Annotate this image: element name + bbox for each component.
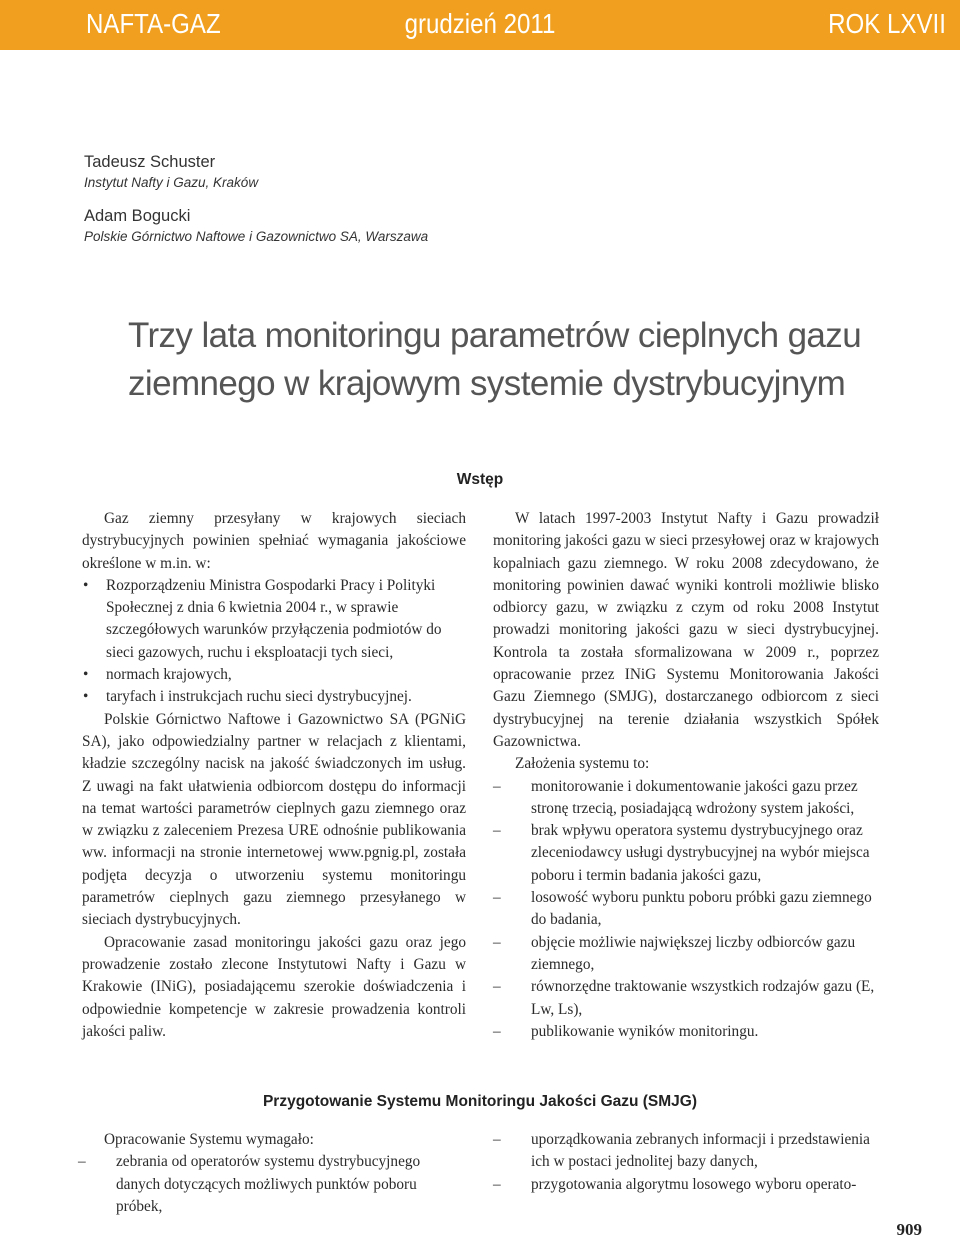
list-item bbox=[493, 932, 879, 977]
article-title: Trzy lata monitoringu parametrów cieplnych gazu ziemnego w krajowym systemie dystrybucyjnym bbox=[128, 316, 862, 403]
list-item-text: zebrania od operatorów systemu dystrybucyjnego danych dotyczących możliwych punktów poboru próbek, bbox=[116, 1153, 421, 1215]
smjg-left-column bbox=[78, 1129, 466, 1218]
list-intro: Założenia systemu to: bbox=[515, 755, 650, 773]
list-item bbox=[493, 1174, 879, 1196]
dash-marker: – bbox=[493, 777, 501, 795]
intro-right-column bbox=[493, 508, 879, 1043]
list-item bbox=[78, 1151, 466, 1218]
issue-date: grudzień 2011 bbox=[404, 8, 556, 39]
dash-marker: – bbox=[493, 978, 501, 996]
requirements-list bbox=[82, 575, 466, 709]
journal-volume: ROK LXVII bbox=[828, 8, 946, 39]
system-assumptions-list bbox=[493, 776, 879, 1044]
requirements-dash-list-continued bbox=[493, 1129, 879, 1196]
requirements-dash-list bbox=[78, 1151, 466, 1218]
list-item-text: monitorowanie i dokumentowanie jakości gazu przez stronę trzecią, posiadającą wdrożony system jakości, bbox=[531, 777, 858, 817]
bullet-marker: • bbox=[83, 666, 89, 684]
dash-marker: – bbox=[493, 1022, 501, 1040]
dash-marker: – bbox=[493, 933, 501, 951]
section-heading-smjg: Przygotowanie Systemu Monitoringu Jakości Gazu (SMJG) bbox=[262, 1093, 698, 1110]
list-item bbox=[82, 664, 466, 686]
list-item-text: losowość wyboru punktu poboru próbki gazu ziemnego do badania, bbox=[531, 889, 872, 929]
dash-marker: – bbox=[493, 889, 501, 907]
intro-paragraph: Gaz ziemny przesyłany w krajowych sieciach dystrybucyjnych powinien spełniać wymagania jakościowe określone w m.in. w: bbox=[82, 510, 466, 572]
list-item-text: publikowanie wyników monitoringu. bbox=[531, 1022, 759, 1040]
bullet-marker: • bbox=[83, 576, 89, 594]
list-item bbox=[493, 887, 879, 932]
list-item-text: uporządkowania zebranych informacji i przedstawienia ich w postaci jednolitej bazy danych, bbox=[531, 1131, 870, 1171]
author-name: Adam Bogucki bbox=[84, 207, 191, 225]
dash-marker: – bbox=[78, 1153, 86, 1171]
page-number: 909 bbox=[896, 1220, 922, 1239]
bullet-marker: • bbox=[83, 688, 89, 706]
journal-name: NAFTA-GAZ bbox=[86, 8, 221, 39]
list-item-text: równorzędne traktowanie wszystkich rodzajów gazu (E, Lw, Ls), bbox=[531, 978, 875, 1018]
body-paragraph: Polskie Górnictwo Naftowe i Gazownictwo SA (PGNiG SA), jako odpowiedzialny partner w relacjach z klientami, kładzie szczególny nacisk na jakość świadczonych im usług. Z uwagi na fakt ułatwienia odbiorcom dostępu do informacji na temat wartości parametrów cieplnych gazu ziemnego oraz w związku z zaleceniem Prezesa URE odnośnie publikowania ww. informacji na stronie internetowej www.pgnig.pl, została podjęta decyzja o utworzeniu systemu monitoringu parametrów cieplnych gazu ziemnego przesyłanego w sieciach dystrybucyjnych. bbox=[82, 710, 466, 929]
list-item bbox=[493, 820, 879, 887]
smjg-right-column bbox=[493, 1129, 879, 1196]
list-item-text: taryfach i instrukcjach ruchu sieci dystrybucyjnej. bbox=[106, 688, 412, 706]
list-item bbox=[493, 776, 879, 821]
list-intro: Opracowanie Systemu wymagało: bbox=[104, 1131, 314, 1148]
list-item-text: Rozporządzeniu Ministra Gospodarki Pracy i Polityki Społecznej z dnia 6 kwietnia 2004 r., w sprawie szczegółowych warunków przyłączenia podmiotów do sieci gazowych, ruchu i eksploatacji tych sieci, bbox=[106, 576, 442, 661]
list-item bbox=[82, 575, 466, 664]
journal-header-bar bbox=[0, 0, 960, 50]
author-block bbox=[84, 152, 428, 260]
dash-marker: – bbox=[493, 1175, 501, 1193]
list-item-text: przygotowania algorytmu losowego wyboru operato- bbox=[531, 1175, 857, 1193]
dash-marker: – bbox=[493, 1131, 501, 1148]
list-item-text: normach krajowych, bbox=[106, 666, 232, 684]
list-item bbox=[493, 1129, 879, 1174]
section-heading-introduction: Wstęp bbox=[456, 471, 504, 488]
list-item-text: objęcie możliwie największej liczby odbiorców gazu ziemnego, bbox=[531, 933, 856, 973]
body-paragraph: Opracowanie zasad monitoringu jakości gazu oraz jego prowadzenie zostało zlecone Instytutowi Nafty i Gazu w Krakowie (INiG), posiadającemu szerokie doświadczenia i odpowiednie kompetencje w zakresie prowadzenia kontroli jakości paliw. bbox=[82, 933, 466, 1040]
list-item bbox=[493, 1021, 879, 1043]
author-affiliation: Polskie Górnictwo Naftowe i Gazownictwo SA, Warszawa bbox=[84, 229, 429, 244]
dash-marker: – bbox=[493, 822, 501, 840]
author-name: Tadeusz Schuster bbox=[84, 153, 216, 171]
list-item bbox=[493, 976, 879, 1021]
author-affiliation: Instytut Nafty i Gazu, Kraków bbox=[84, 175, 259, 190]
list-item-text: brak wpływu operatora systemu dystrybucyjnego oraz zleceniodawcy usługi dystrybucyjnej na wybór miejsca poboru i termin badania jakości gazu, bbox=[531, 822, 870, 884]
list-item bbox=[82, 686, 466, 708]
body-paragraph: W latach 1997-2003 Instytut Nafty i Gazu prowadził monitoring jakości gazu w sieci przesyłowej oraz w krajowych kopalniach gazu ziemnego. W roku 2008 zdecydowano, że monitoring powinien dawać wyniki kontroli możliwie blisko odbiorcy gazu, w związku z czym od roku 2008 Instytut prowadzi monitoring jakości gazu w sieci dystrybucyjnej. Kontrola ta została sformalizowana w 2009 r., poprzez opracowanie przez INiG Systemu Monitorowania Jakości Gazu Ziemnego (SMJG), dostarczanego odbiorcom z sieci dystrybucyjnej na terenie działania wszystkich Spółek Gazownictwa. bbox=[493, 510, 879, 750]
intro-left-column bbox=[82, 508, 466, 1043]
